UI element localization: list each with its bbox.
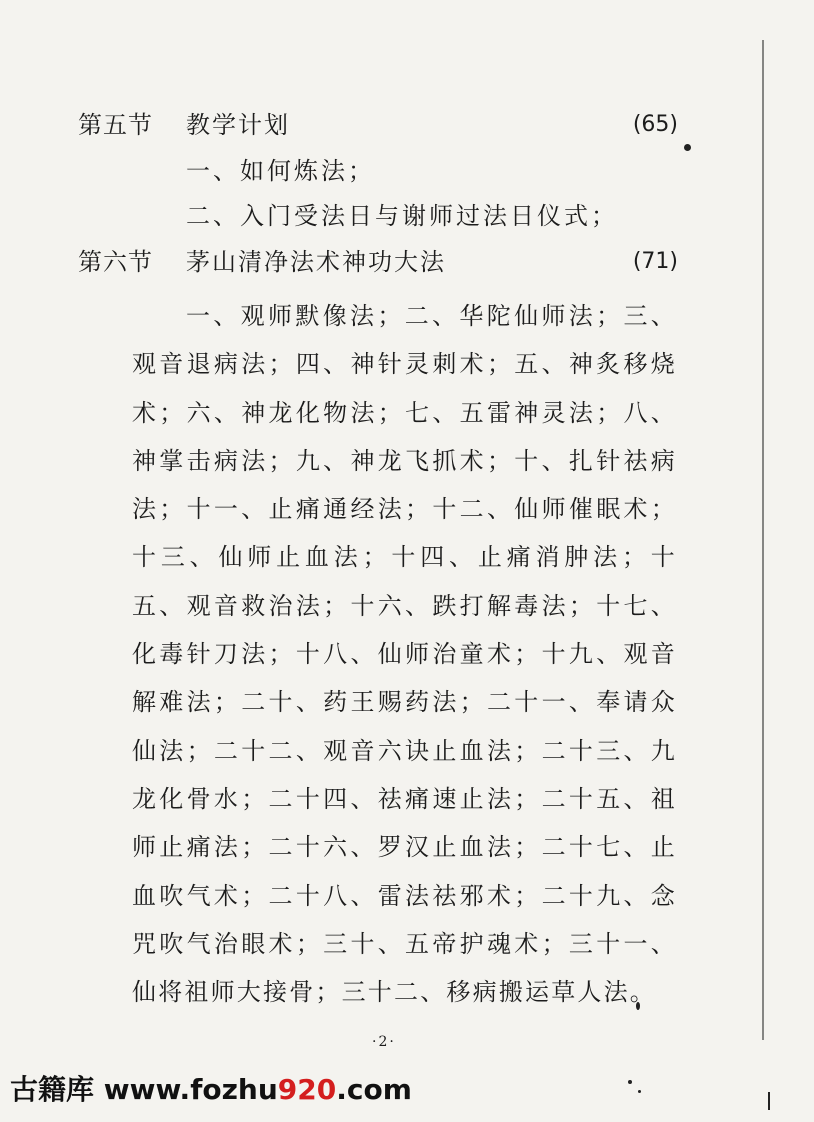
section-title: 教学计划 — [186, 111, 290, 139]
watermark-prefix: 古籍库 www.fozhu — [10, 1073, 278, 1106]
toc-sub-item: 二、入门受法日与谢师过法日仪式； — [186, 202, 618, 230]
dot-leader — [302, 103, 614, 147]
ink-speck — [768, 1092, 770, 1110]
site-watermark — [10, 1068, 412, 1108]
page-number-footer: ·2· — [372, 1034, 396, 1050]
watermark-number: 920 — [277, 1073, 337, 1106]
section-label: 第六节 — [78, 248, 153, 276]
section-page-number: (65) — [632, 112, 678, 137]
watermark-suffix: .com — [336, 1073, 412, 1106]
dot-leader — [466, 240, 614, 284]
section-title: 茅山清净法术神功大法 — [186, 248, 446, 276]
binding-edge-line — [762, 40, 764, 1040]
ink-speck — [628, 1080, 632, 1084]
toc-sub-item: 一、如何炼法； — [186, 157, 375, 185]
section-contents-paragraph: 一、观师默像法；二、华陀仙师法；三、观音退病法；四、神针灵刺术；五、神炙移烧术；六、神龙化物法；七、五雷神灵法；八、神掌击病法；九、神龙飞抓术；十、扎针祛病法；十一、止痛通经法；十二、仙师催眠术；十三、仙师止血法；十四、止痛消肿法；十五、观音救治法；十六、跌打解毒法；十七、化毒针刀法；十八、仙师治童术；十九、观音解难法；二十、药王赐药法；二十一、奉请众仙法；二十二、观音六诀止血法；二十三、九龙化骨水；二十四、祛痛速止法；二十五、祖师止痛法；二十六、罗汉止血法；二十七、止血吹气术；二十八、雷法祛邪术；二十九、念咒吹气治眼术；三十、五帝护魂术；三十一、仙将祖师大接骨；三十二、移病搬运草人法。 — [132, 302, 677, 1007]
ink-speck — [684, 144, 691, 151]
section-page-number: (71) — [632, 249, 678, 274]
toc-entry-section-5 — [78, 103, 678, 147]
toc-entry-section-6 — [78, 240, 678, 284]
section-label: 第五节 — [78, 111, 153, 139]
ink-speck — [638, 1090, 641, 1093]
